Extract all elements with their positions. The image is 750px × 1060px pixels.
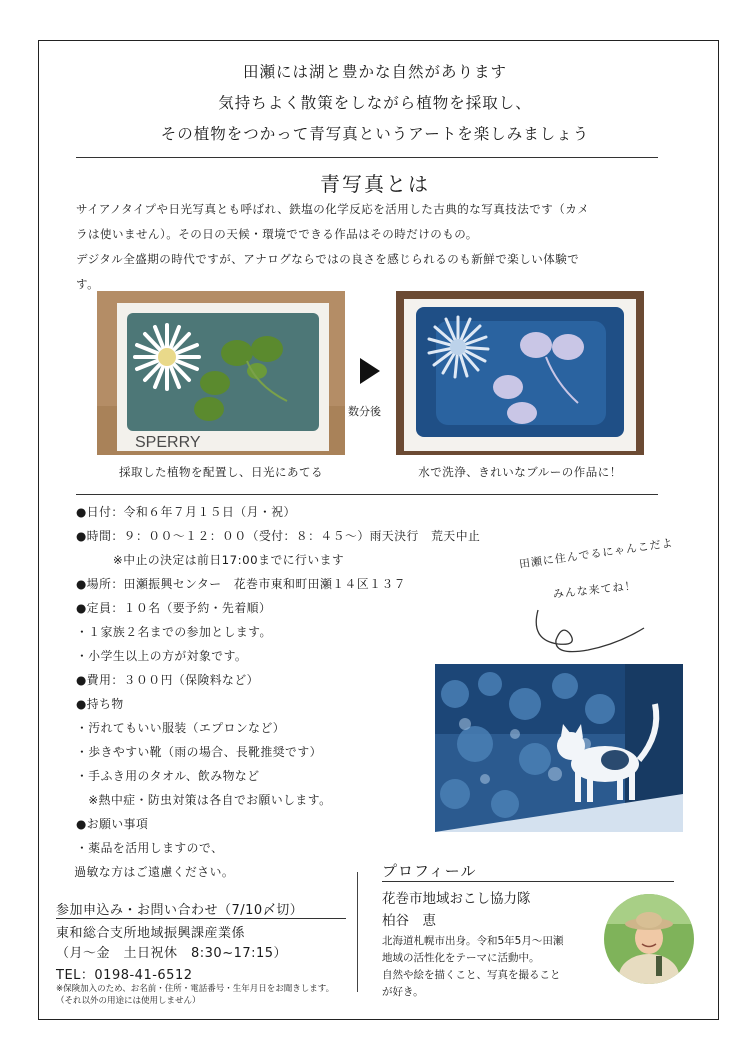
info-date: ●日付：令和６年７月１５日（月・祝） [76, 505, 296, 519]
daisy-flower [135, 325, 199, 389]
contact-note-2: （それ以外の用途には使用しません） [56, 996, 201, 1006]
description-line: す。 [76, 277, 100, 291]
info-cancel-note: ※中止の決定は前日17:00までに行います [76, 553, 345, 567]
info-fee: ●費用：３００円（保険料など） [76, 673, 259, 687]
description-line: サイアノタイプや日光写真とも呼ばれ、鉄塩の化学反応を活用した古典的な写真技法です（カメ [76, 202, 590, 216]
info-target: ・小学生以上の方が対象です。 [76, 649, 248, 663]
profile-bio [382, 933, 563, 1001]
intro-line-3: その植物をつかって青写真というアートを楽しみましょう [160, 125, 590, 143]
info-requests: ●お願い事項 [76, 817, 149, 831]
cat-note-line-1: 田瀬に住んでるにゃんこだよ [518, 536, 675, 571]
after-caption: 水で洗浄、きれいなブルーの作品に！ [418, 465, 622, 479]
divider-top [76, 157, 658, 158]
contact-tel[interactable]: TEL：0198-41-6512 [56, 968, 193, 983]
svg-text:SPERRY: SPERRY [135, 434, 201, 451]
info-capacity: ●定員：１０名（要予約・先着順） [76, 601, 272, 615]
before-photo [97, 291, 345, 455]
info-belongings-towel: ・手ふき用のタオル、飲み物など [76, 769, 260, 783]
section-title: 青写真とは [320, 172, 430, 196]
arrow-label: 数分後 [348, 405, 381, 418]
description [76, 197, 656, 297]
contact-office: 東和総合支所地域振興課産業係 [56, 926, 246, 941]
cat-note-line-2: みんな来てね！ [552, 579, 638, 601]
profile-bio-line: 自然や絵を描くこと、写真を撮ること [382, 969, 561, 981]
divider-middle [76, 494, 658, 495]
info-belongings-shoes: ・歩きやすい靴（雨の場合、長靴推奨です） [76, 745, 322, 759]
description-line: ラは使いません）。その日の天候・環境でできる作品はその時だけのもの。 [76, 227, 478, 241]
profile-bio-line: が好き。 [382, 986, 424, 998]
description-line: デジタル全盛期の時代ですが、アナログならではの良さを感じられるのも新鮮で楽しい体験で [76, 252, 580, 266]
contact-note-1: ※保険加入のため、お名前・住所・電話番号・生年月日をお聞きします。 [56, 984, 335, 994]
profile-org: 花巻市地域おこし協力隊 [382, 891, 531, 907]
profile-divider [382, 881, 674, 882]
info-time: ●時間：９：００〜１２：００（受付：８：４５〜）雨天決行 荒天中止 [76, 529, 481, 543]
info-belongings: ●持ち物 [76, 697, 124, 711]
cat-photo [435, 664, 683, 832]
profile-name: 柏谷 恵 [382, 913, 436, 929]
info-sensitive: 過敏な方はご遠慮ください。 [62, 865, 235, 879]
profile-avatar [604, 894, 694, 984]
arrow-right-icon [358, 356, 382, 390]
info-place: ●場所：田瀬振興センター 花巻市東和町田瀬１４区１３７ [76, 577, 407, 591]
info-chemicals: ・薬品を活用しますので、 [76, 841, 224, 855]
curly-arrow-icon [528, 600, 648, 666]
vertical-divider [357, 872, 358, 992]
intro-line-2: 気持ちよく散策をしながら植物を採取し、 [218, 94, 532, 112]
profile-heading: プロフィール [382, 862, 477, 880]
info-heat-note: ※熱中症・防虫対策は各自でお願いします。 [76, 793, 332, 807]
info-belongings-clothes: ・汚れてもいい服装（エプロンなど） [76, 721, 286, 735]
contact-hours: （月〜金 土日祝休 8:30~17:15） [56, 946, 288, 961]
contact-divider [56, 918, 346, 919]
info-family-limit: ・１家族２名までの参加とします。 [76, 625, 272, 639]
after-photo [396, 291, 644, 455]
contact-heading: 参加申込み・お問い合わせ（7/10〆切） [56, 903, 304, 918]
profile-bio-line: 北海道札幌市出身。令和5年5月〜田瀬 [382, 935, 564, 947]
profile-bio-line: 地域の活性化をテーマに活動中。 [382, 952, 540, 964]
before-caption: 採取した植物を配置し、日光にあてる [119, 465, 323, 479]
intro-line-1: 田瀬には湖と豊かな自然があります [242, 63, 507, 81]
